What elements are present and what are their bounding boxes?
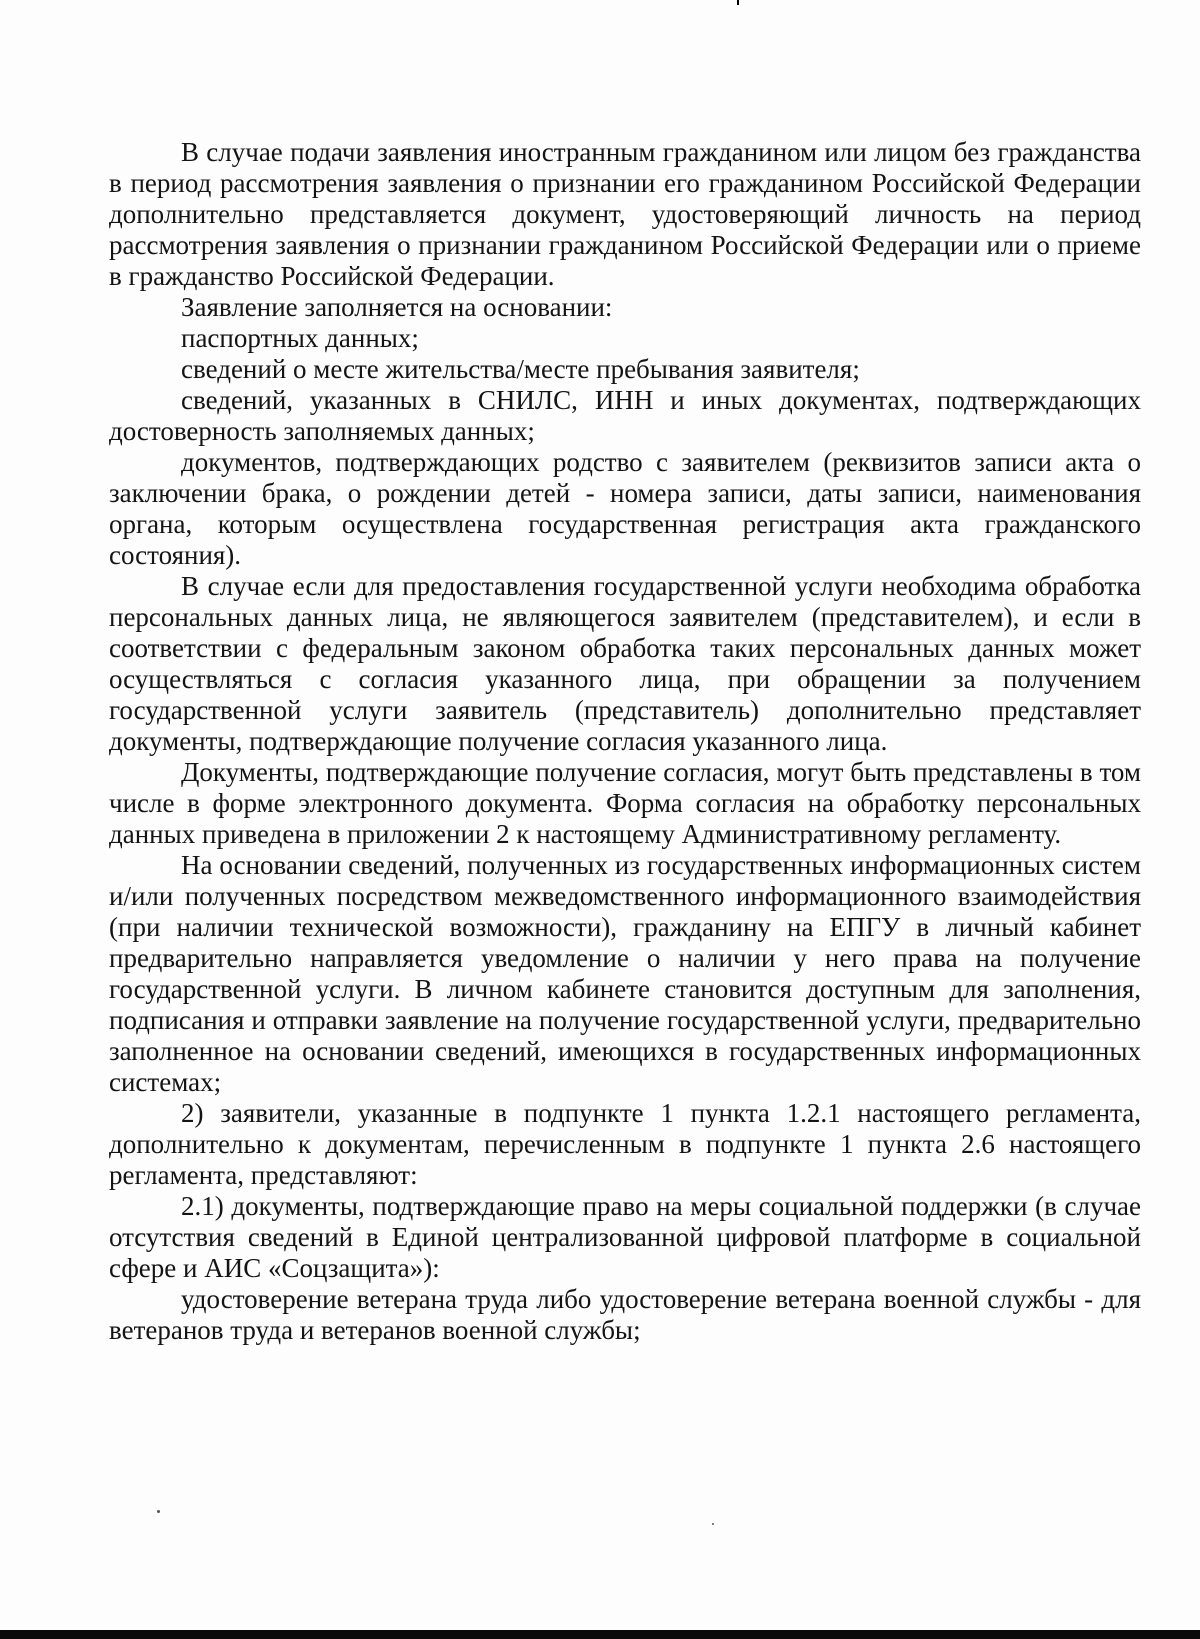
paragraph-residence-info: сведений о месте жительства/месте пребывания заявителя;: [181, 354, 860, 384]
paragraph-kinship-documents: документов, подтверждающих родство с заявителем (реквизитов записи акта о заключении брака, о рождении детей - номера записи, даты записи, наименования органа, которым осуществлена государственная регистрация акта гражданского состояния).: [109, 447, 1141, 570]
paragraph-epgu-notification: На основании сведений, полученных из государственных информационных систем и/или полученных посредством межведомственного информационного взаимодействия (при наличии технической возможности), гражданину на ЕПГУ в личный кабинет предварительно направляется уведомление о наличии у него права на получение государственной услуги. В личном кабинете становится доступным для заполнения, подписания и отправки заявление на получение государственной услуги, предварительно заполненное на основании сведений, имеющихся в государственных информационных системах;: [109, 850, 1141, 1097]
scan-speck: [712, 1523, 714, 1525]
paragraph-passport-data: паспортных данных;: [181, 323, 419, 353]
paragraph-veteran-certificate: удостоверение ветерана труда либо удостоверение ветерана военной службы - для ветеранов труда и ветеранов военной службы;: [109, 1284, 1141, 1345]
scan-speck: [157, 1510, 160, 1513]
scan-edge-mark: [737, 0, 739, 5]
paragraph-snils-inn: сведений, указанных в СНИЛС, ИНН и иных документах, подтверждающих достоверность заполняемых данных;: [109, 385, 1141, 446]
paragraph-applicants-subpoint-2: 2) заявители, указанные в подпункте 1 пункта 1.2.1 настоящего регламента, дополнительно к документам, перечисленным в подпункте 1 пункта 2.6 настоящего регламента, представляют:: [109, 1098, 1141, 1190]
paragraph-application-basis: Заявление заполняется на основании:: [181, 292, 613, 322]
document-body: [109, 137, 1141, 1346]
paragraph-personal-data-processing: В случае если для предоставления государственной услуги необходима обработка персональных данных лица, не являющегося заявителем (представителем), и если в соответствии с федеральным законом обработка таких персональных данных может осуществляться с согласия указанного лица, при обращении за получением государственной услуги заявитель (представитель) дополнительно представляет документы, подтверждающие получение согласия указанного лица.: [109, 571, 1141, 756]
paragraph-foreign-citizen: В случае подачи заявления иностранным гражданином или лицом без гражданства в период рассмотрения заявления о признании его гражданином Российской Федерации дополнительно представляется документ, удостоверяющий личность на период рассмотрения заявления о признании гражданином Российской Федерации или о приеме в гражданство Российской Федерации.: [109, 137, 1141, 291]
paragraph-subpoint-2-1: 2.1) документы, подтверждающие право на меры социальной поддержки (в случае отсутствия сведений в Единой централизованной цифровой платформе в социальной сфере и АИС «Соцзащита»):: [109, 1191, 1141, 1283]
scan-bottom-edge: [0, 1630, 1200, 1639]
paragraph-consent-documents: Документы, подтверждающие получение согласия, могут быть представлены в том числе в форме электронного документа. Форма согласия на обработку персональных данных приведена в приложении 2 к настоящему Административному регламенту.: [109, 757, 1141, 849]
